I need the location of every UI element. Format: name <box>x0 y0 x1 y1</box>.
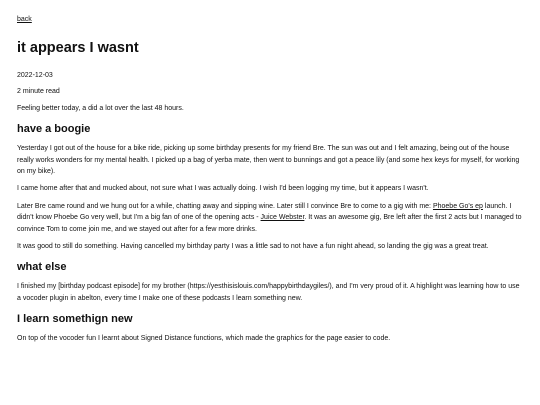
juice-webster-link[interactable]: Juice Webster <box>260 214 305 222</box>
boogie-paragraph-3-text-b: launch. I didn't know Phoebe Go very well, but I'm a big fan of one of the opening acts - <box>17 202 512 222</box>
back-link[interactable]: back <box>17 16 32 23</box>
boogie-paragraph-3-text-a: Later Bre came round and we hung out for a while, chatting away and sipping wine. Later still I convince Bre to come to a gig with me: <box>17 202 433 210</box>
boogie-paragraph-2: I came home after that and mucked about, not sure what I was actually doing. I wish I'd been logging my time, but it appears I wasn't. <box>17 185 429 193</box>
boogie-paragraph-4: It was good to still do something. Having cancelled my birthday party I was a little sad to not have a fun night ahead, so landing the gig was a great treat. <box>17 243 489 251</box>
intro-paragraph: Feeling better today, a did a lot over the last 48 hours. <box>17 104 184 112</box>
boogie-paragraph-3 <box>17 201 523 235</box>
section-heading-what-else: what else <box>17 261 67 274</box>
post-date: 2022-12-03 <box>17 72 53 79</box>
section-heading-have-a-boogie: have a boogie <box>17 123 91 136</box>
boogie-paragraph-1: Yesterday I got out of the house for a bike ride, picking up some birthday presents for my friend Bre. The sun was out and I felt amazing, being out of the house really works wonders for my mental health. I picked up a bag of yerba mate, then went to bunnings and got a peace lily (and some hex keys for myself, for working on my bike). <box>17 145 520 176</box>
boogie-paragraph-3-text-c: . It was an awesome gig, Bre left after the first 2 acts but I managed to convince Tom to come join me, and we stayed out after for a few more drinks. <box>17 214 522 233</box>
learn-paragraph-1: On top of the vocoder fun I learnt about Signed Distance functions, which made the graphics for the page easier to code. <box>17 335 391 343</box>
what-else-paragraph-1: I finished my [birthday podcast episode] for my brother (https://yesthisislouis.com/happybirthdaygiles/), and I'm very proud of it. A highlight was learning how to use a vocoder plugin in abelton, every time I make one of these podcasts I learn something new. <box>17 283 520 302</box>
phoebe-go-ep-link[interactable]: Phoebe Go's ep <box>432 202 483 210</box>
post-title: it appears I wasnt <box>17 40 139 56</box>
read-time: 2 minute read <box>17 88 60 96</box>
section-heading-learn-something-new: I learn somethign new <box>17 313 133 326</box>
